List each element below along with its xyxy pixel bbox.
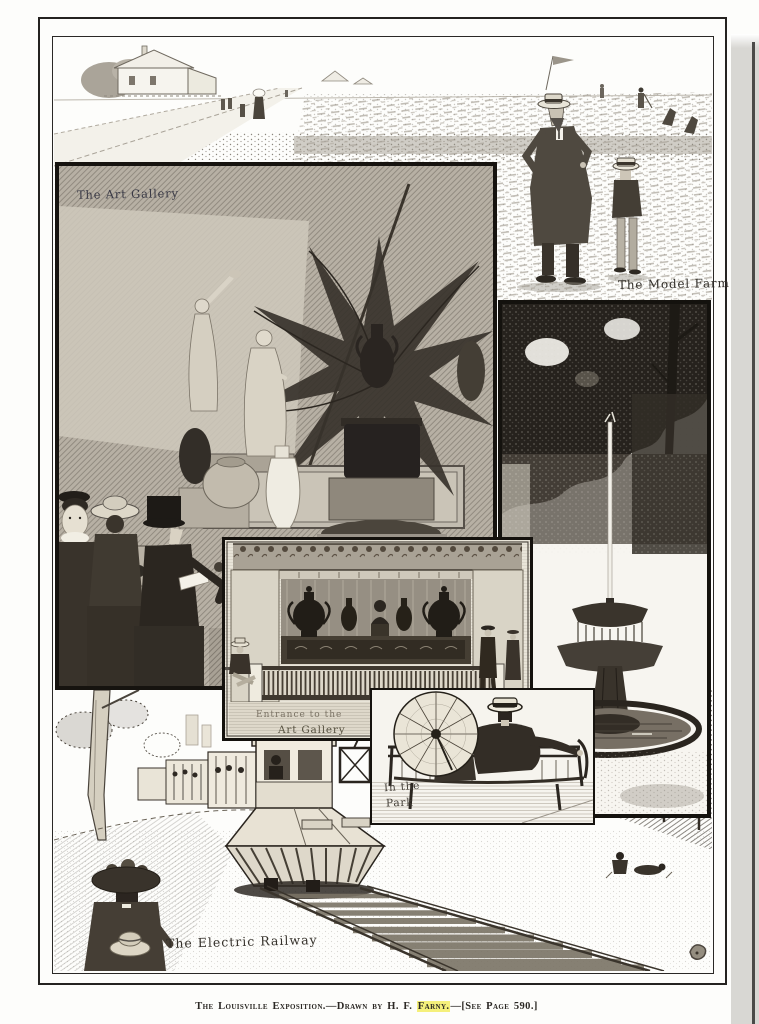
caption-highlighted-word: Farny. bbox=[417, 1001, 450, 1012]
caption-text-before: The Louisville Exposition.—Drawn by H. F. bbox=[195, 1001, 417, 1012]
woman-with-hat bbox=[84, 859, 170, 971]
artist-monogram-icon bbox=[690, 945, 706, 959]
flag bbox=[546, 56, 574, 90]
tree-canopy bbox=[502, 304, 707, 554]
in-the-park-label-line2: Park bbox=[385, 796, 414, 810]
distant-houses bbox=[322, 71, 372, 84]
model-farm-label: The Model Farm bbox=[617, 276, 730, 292]
caption-text-after: —[See Page 590.] bbox=[450, 1001, 538, 1012]
display-table bbox=[281, 636, 471, 664]
electric-railway-label: The Electric Railway bbox=[165, 932, 318, 951]
page-edge-line bbox=[752, 42, 755, 1024]
plate-caption bbox=[0, 1001, 733, 1012]
farmhouse bbox=[81, 46, 224, 98]
entrance-label-line1: Entrance to the bbox=[256, 710, 343, 720]
entrance-label-line2: Art Gallery bbox=[278, 724, 346, 736]
in-the-park-label-line1: In the bbox=[383, 779, 421, 795]
art-gallery-label: The Art Gallery bbox=[76, 186, 179, 202]
